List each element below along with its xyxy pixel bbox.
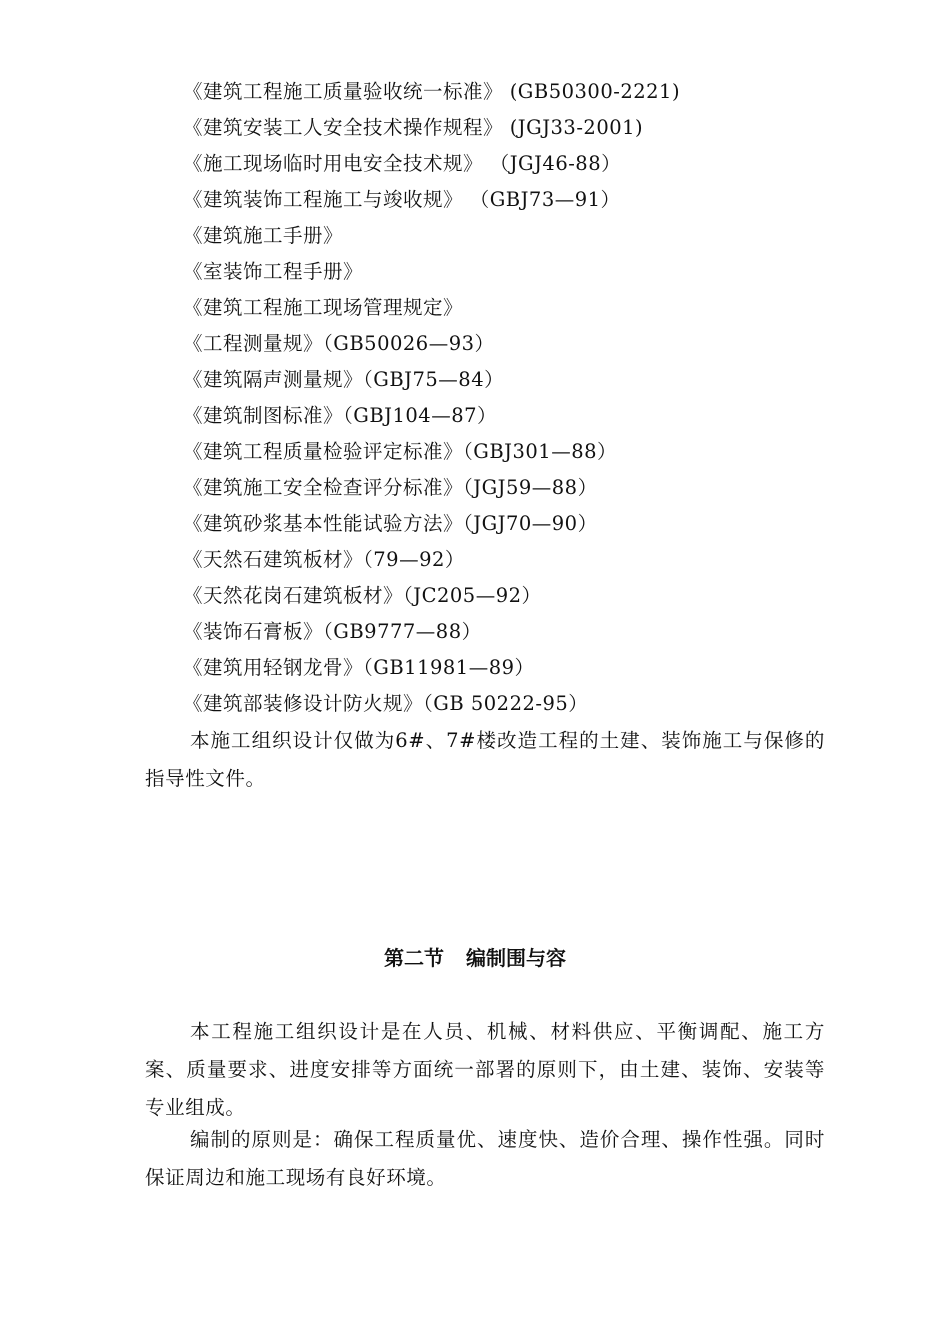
reference-standards-list	[183, 74, 680, 722]
reference-item: 《建筑部装修设计防火规》（GB 50222-95）	[183, 692, 589, 715]
reference-item: 《建筑工程施工现场管理规定》	[183, 296, 464, 319]
reference-item: 《施工现场临时用电安全技术规》 （JGJ46-88）	[183, 152, 622, 175]
reference-item: 《建筑工程质量检验评定标准》（GBJ301—88）	[183, 440, 618, 463]
reference-item: 《建筑安装工人安全技术操作规程》 (JGJ33-2001)	[183, 116, 644, 139]
reference-item: 《建筑砂浆基本性能试验方法》（JGJ70—90）	[183, 512, 598, 535]
reference-item: 《建筑制图标准》（GBJ104—87）	[183, 404, 498, 427]
reference-item: 《工程测量规》（GB50026—93）	[183, 332, 495, 355]
reference-item: 《建筑施工安全检查评分标准》（JGJ59—88）	[183, 476, 598, 499]
reference-item: 《天然石建筑板材》（79—92）	[183, 548, 465, 571]
reference-item: 《建筑装饰工程施工与竣收规》 （GBJ73—91）	[183, 188, 621, 211]
reference-item: 《建筑工程施工质量验收统一标准》 (GB50300-2221)	[183, 80, 681, 103]
reference-item: 《建筑施工手册》	[183, 224, 344, 247]
scope-paragraph: 本施工组织设计仅做为6#、7#楼改造工程的土建、装饰施工与保修的指导性文件。	[145, 729, 825, 790]
section-title: 编制围与容	[466, 946, 566, 970]
section-number: 第二节	[384, 946, 444, 970]
reference-item: 《装饰石膏板》（GB9777—88）	[183, 620, 482, 643]
reference-item: 《室装饰工程手册》	[183, 260, 364, 283]
body-paragraph: 本工程施工组织设计是在人员、机械、材料供应、平衡调配、施工方案、质量要求、进度安排等方面统一部署的原则下，由土建、装饰、安装等专业组成。	[145, 1020, 825, 1119]
reference-item: 《建筑隔声测量规》（GBJ75—84）	[183, 368, 505, 391]
reference-item: 《建筑用轻钢龙骨》（GB11981—89）	[183, 656, 535, 679]
section-heading	[0, 940, 950, 976]
reference-item: 《天然花岗石建筑板材》（JC205—92）	[183, 584, 542, 607]
body-paragraph: 编制的原则是：确保工程质量优、速度快、造价合理、操作性强。同时保证周边和施工现场有良好环境。	[145, 1128, 825, 1189]
